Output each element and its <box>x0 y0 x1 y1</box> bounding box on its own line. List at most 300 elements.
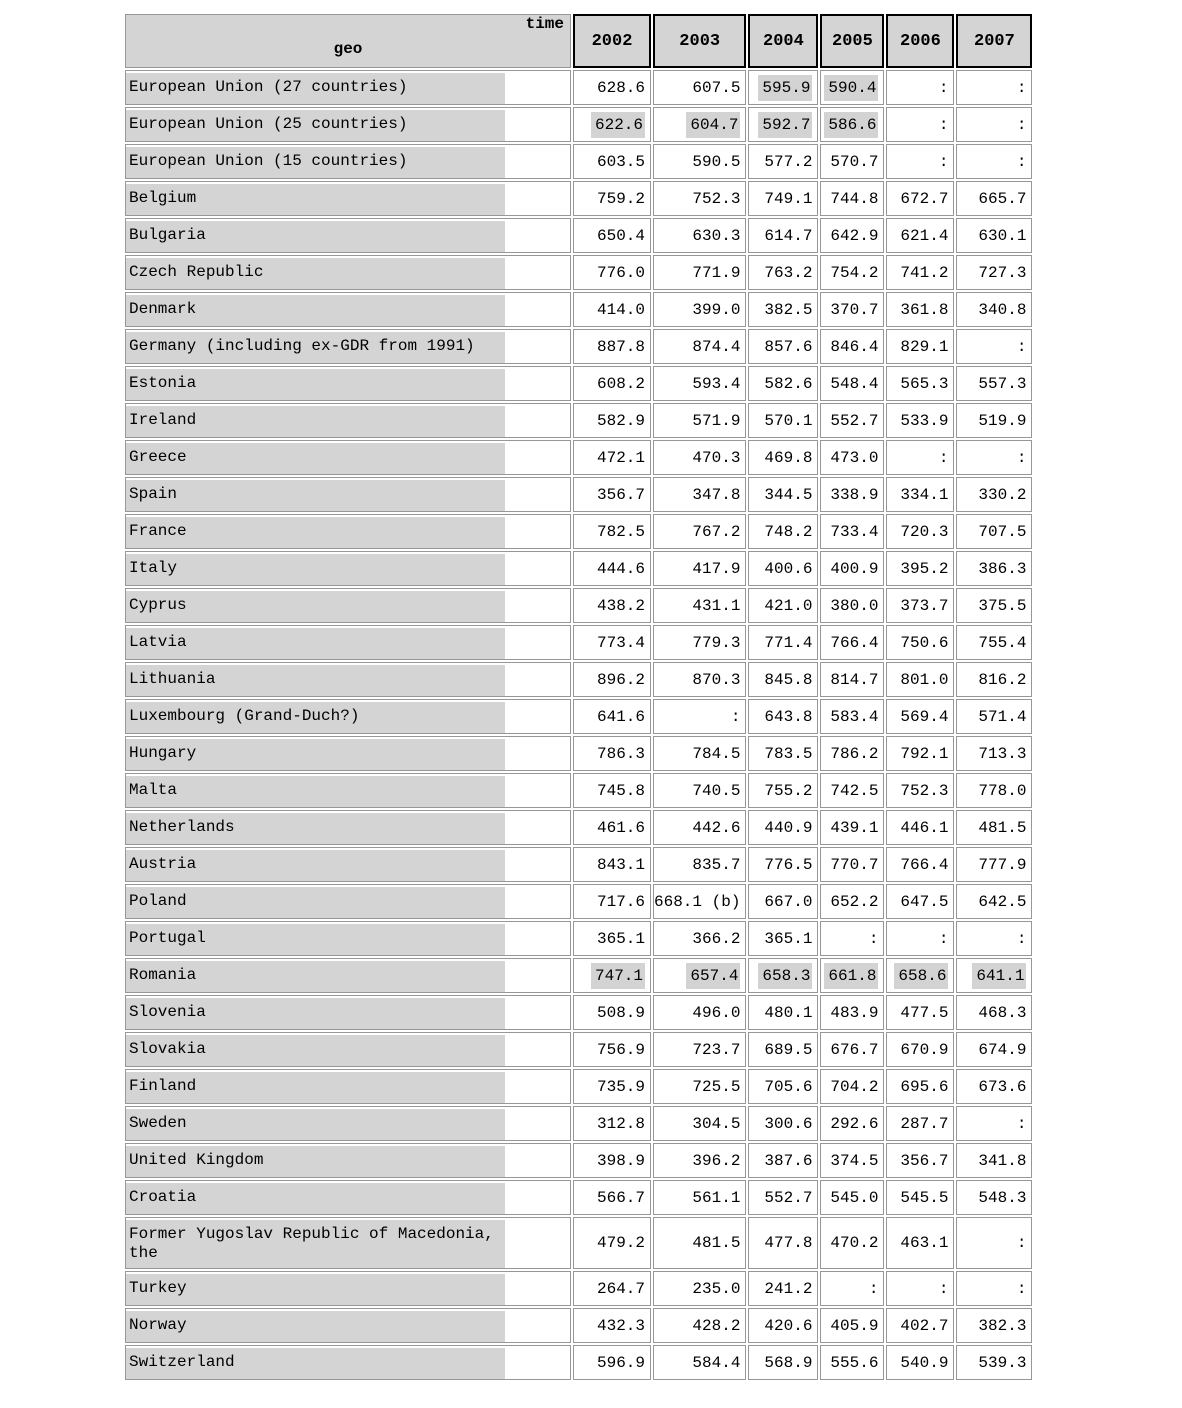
table-row <box>125 699 1032 734</box>
value-cell: 444.6 <box>573 551 651 586</box>
shaded-value: 658.3 <box>758 963 812 989</box>
geo-label: Denmark <box>126 295 505 326</box>
geo-cell <box>125 625 571 660</box>
geo-label: Slovenia <box>126 998 505 1029</box>
table-row <box>125 810 1032 845</box>
geo-cell <box>125 1217 571 1269</box>
value-cell: 374.5 <box>820 1143 884 1178</box>
value-cell: 439.1 <box>820 810 884 845</box>
geo-cell <box>125 403 571 438</box>
value-cell: 440.9 <box>748 810 818 845</box>
geo-cell <box>125 958 571 993</box>
value-cell: 552.7 <box>820 403 884 438</box>
value-cell: 676.7 <box>820 1032 884 1067</box>
shaded-value: 641.1 <box>972 963 1026 989</box>
value-cell: 695.6 <box>886 1069 954 1104</box>
table-row <box>125 477 1032 512</box>
value-cell: 373.7 <box>886 588 954 623</box>
geo-label: Switzerland <box>126 1348 505 1379</box>
table-row <box>125 662 1032 697</box>
table-row <box>125 847 1032 882</box>
table-row <box>125 588 1032 623</box>
value-cell <box>573 958 651 993</box>
table-row <box>125 255 1032 290</box>
value-cell <box>573 107 651 142</box>
value-cell: : <box>956 440 1032 475</box>
value-cell: 421.0 <box>748 588 818 623</box>
value-cell: 235.0 <box>653 1271 746 1306</box>
geo-label: European Union (27 countries) <box>126 73 505 104</box>
value-cell: 740.5 <box>653 773 746 808</box>
value-cell: 569.4 <box>886 699 954 734</box>
year-header-2003: 2003 <box>653 14 746 68</box>
value-cell: : <box>956 1271 1032 1306</box>
geo-cell <box>125 551 571 586</box>
value-cell: 763.2 <box>748 255 818 290</box>
value-cell: 887.8 <box>573 329 651 364</box>
geo-cell <box>125 218 571 253</box>
value-cell <box>886 958 954 993</box>
value-cell: 896.2 <box>573 662 651 697</box>
value-cell: 783.5 <box>748 736 818 771</box>
value-cell: 642.5 <box>956 884 1032 919</box>
value-cell: 361.8 <box>886 292 954 327</box>
value-cell: 741.2 <box>886 255 954 290</box>
value-cell: : <box>956 107 1032 142</box>
shaded-value: 592.7 <box>758 112 812 138</box>
value-cell: 382.5 <box>748 292 818 327</box>
value-cell: 705.6 <box>748 1069 818 1104</box>
value-cell: 304.5 <box>653 1106 746 1141</box>
value-cell: 461.6 <box>573 810 651 845</box>
year-header-2007: 2007 <box>956 14 1032 68</box>
value-cell: 835.7 <box>653 847 746 882</box>
value-cell: 857.6 <box>748 329 818 364</box>
geo-label: Sweden <box>126 1109 505 1140</box>
shaded-value: 657.4 <box>686 963 740 989</box>
data-table <box>123 12 1034 1382</box>
value-cell: 477.5 <box>886 995 954 1030</box>
value-cell: 334.1 <box>886 477 954 512</box>
table-row <box>125 1271 1032 1306</box>
value-cell: 241.2 <box>748 1271 818 1306</box>
geo-label: Poland <box>126 887 505 918</box>
value-cell <box>820 70 884 105</box>
value-cell: 745.8 <box>573 773 651 808</box>
value-cell: 365.1 <box>748 921 818 956</box>
value-cell: 670.9 <box>886 1032 954 1067</box>
geo-label: United Kingdom <box>126 1146 505 1177</box>
value-cell: 565.3 <box>886 366 954 401</box>
value-cell: 570.7 <box>820 144 884 179</box>
value-cell: 477.8 <box>748 1217 818 1269</box>
value-cell: : <box>820 1271 884 1306</box>
value-cell: : <box>956 70 1032 105</box>
table-row <box>125 625 1032 660</box>
value-cell: 628.6 <box>573 70 651 105</box>
value-cell: 744.8 <box>820 181 884 216</box>
value-cell: : <box>886 1271 954 1306</box>
value-cell: 428.2 <box>653 1308 746 1343</box>
geo-cell <box>125 847 571 882</box>
value-cell: 786.3 <box>573 736 651 771</box>
geo-cell <box>125 1180 571 1215</box>
value-cell: : <box>956 921 1032 956</box>
value-cell: 596.9 <box>573 1345 651 1380</box>
value-cell: 387.6 <box>748 1143 818 1178</box>
table-row <box>125 218 1032 253</box>
geo-cell <box>125 366 571 401</box>
geo-label: Latvia <box>126 628 505 659</box>
value-cell: 292.6 <box>820 1106 884 1141</box>
table-row <box>125 921 1032 956</box>
value-cell <box>748 70 818 105</box>
value-cell <box>956 958 1032 993</box>
table-row <box>125 1032 1032 1067</box>
geo-label: Slovakia <box>126 1035 505 1066</box>
geo-label: Lithuania <box>126 665 505 696</box>
value-cell: 420.6 <box>748 1308 818 1343</box>
value-cell: 621.4 <box>886 218 954 253</box>
value-cell: 548.3 <box>956 1180 1032 1215</box>
value-cell: 330.2 <box>956 477 1032 512</box>
value-cell: 755.4 <box>956 625 1032 660</box>
value-cell: 395.2 <box>886 551 954 586</box>
value-cell: 365.1 <box>573 921 651 956</box>
value-cell: 483.9 <box>820 995 884 1030</box>
table-row <box>125 403 1032 438</box>
value-cell: 312.8 <box>573 1106 651 1141</box>
value-cell: : <box>886 440 954 475</box>
shaded-value: 622.6 <box>591 112 645 138</box>
value-cell: 431.1 <box>653 588 746 623</box>
value-cell: 432.3 <box>573 1308 651 1343</box>
value-cell: 784.5 <box>653 736 746 771</box>
table-row <box>125 144 1032 179</box>
value-cell: 759.2 <box>573 181 651 216</box>
value-cell: 300.6 <box>748 1106 818 1141</box>
value-cell: 545.0 <box>820 1180 884 1215</box>
value-cell: : <box>956 329 1032 364</box>
value-cell: 766.4 <box>820 625 884 660</box>
value-cell: 473.0 <box>820 440 884 475</box>
value-cell: 773.4 <box>573 625 651 660</box>
value-cell: 540.9 <box>886 1345 954 1380</box>
shaded-value: 604.7 <box>686 112 740 138</box>
geo-cell <box>125 440 571 475</box>
value-cell: 668.1 (b) <box>653 884 746 919</box>
geo-label: Bulgaria <box>126 221 505 252</box>
geo-cell <box>125 181 571 216</box>
geo-cell <box>125 736 571 771</box>
value-cell: 755.2 <box>748 773 818 808</box>
value-cell: 356.7 <box>573 477 651 512</box>
geo-label: Croatia <box>126 1183 505 1214</box>
shaded-value: 661.8 <box>824 963 878 989</box>
value-cell: 370.7 <box>820 292 884 327</box>
value-cell: 380.0 <box>820 588 884 623</box>
geo-label: Belgium <box>126 184 505 215</box>
value-cell: 603.5 <box>573 144 651 179</box>
value-cell: 548.4 <box>820 366 884 401</box>
value-cell: 344.5 <box>748 477 818 512</box>
geo-cell <box>125 144 571 179</box>
geo-label: Estonia <box>126 369 505 400</box>
value-cell: 650.4 <box>573 218 651 253</box>
value-cell: 752.3 <box>886 773 954 808</box>
table-row <box>125 551 1032 586</box>
geo-label: Italy <box>126 554 505 585</box>
geo-label: Norway <box>126 1311 505 1342</box>
value-cell: 643.8 <box>748 699 818 734</box>
value-cell: 720.3 <box>886 514 954 549</box>
value-cell: 396.2 <box>653 1143 746 1178</box>
value-cell: 766.4 <box>886 847 954 882</box>
value-cell: 566.7 <box>573 1180 651 1215</box>
value-cell: 571.9 <box>653 403 746 438</box>
geo-cell <box>125 1271 571 1306</box>
shaded-value: 595.9 <box>758 75 812 101</box>
value-cell: 727.3 <box>956 255 1032 290</box>
value-cell: 584.4 <box>653 1345 746 1380</box>
value-cell: 647.5 <box>886 884 954 919</box>
value-cell: 735.9 <box>573 1069 651 1104</box>
value-cell: 777.9 <box>956 847 1032 882</box>
value-cell: 545.5 <box>886 1180 954 1215</box>
geo-label: Cyprus <box>126 591 505 622</box>
value-cell: 829.1 <box>886 329 954 364</box>
geo-cell <box>125 1308 571 1343</box>
value-cell: 750.6 <box>886 625 954 660</box>
value-cell: 366.2 <box>653 921 746 956</box>
value-cell: 846.4 <box>820 329 884 364</box>
value-cell: : <box>653 699 746 734</box>
value-cell: 814.7 <box>820 662 884 697</box>
value-cell: 557.3 <box>956 366 1032 401</box>
value-cell: 386.3 <box>956 551 1032 586</box>
value-cell: 816.2 <box>956 662 1032 697</box>
value-cell: 442.6 <box>653 810 746 845</box>
geo-label: France <box>126 517 505 548</box>
value-cell: 870.3 <box>653 662 746 697</box>
value-cell: : <box>886 70 954 105</box>
value-cell: 767.2 <box>653 514 746 549</box>
table-row <box>125 107 1032 142</box>
table-row <box>125 1345 1032 1380</box>
year-header-2005: 2005 <box>820 14 884 68</box>
value-cell: 792.1 <box>886 736 954 771</box>
value-cell: 748.2 <box>748 514 818 549</box>
value-cell: 607.5 <box>653 70 746 105</box>
value-cell: 472.1 <box>573 440 651 475</box>
value-cell: 752.3 <box>653 181 746 216</box>
shaded-value: 590.4 <box>824 75 878 101</box>
value-cell: 264.7 <box>573 1271 651 1306</box>
value-cell: 725.5 <box>653 1069 746 1104</box>
value-cell: 782.5 <box>573 514 651 549</box>
value-cell: 356.7 <box>886 1143 954 1178</box>
table-row <box>125 736 1032 771</box>
geo-cell <box>125 477 571 512</box>
value-cell: 555.6 <box>820 1345 884 1380</box>
value-cell: 561.1 <box>653 1180 746 1215</box>
value-cell: 481.5 <box>653 1217 746 1269</box>
value-cell: 287.7 <box>886 1106 954 1141</box>
shaded-value: 586.6 <box>824 112 878 138</box>
value-cell: 571.4 <box>956 699 1032 734</box>
value-cell: 630.3 <box>653 218 746 253</box>
geo-label: Hungary <box>126 739 505 770</box>
geo-cell <box>125 773 571 808</box>
table-row <box>125 1217 1032 1269</box>
value-cell: 641.6 <box>573 699 651 734</box>
value-cell: : <box>956 1106 1032 1141</box>
value-cell: 652.2 <box>820 884 884 919</box>
value-cell: 400.6 <box>748 551 818 586</box>
table-row <box>125 884 1032 919</box>
geo-label: Austria <box>126 850 505 881</box>
value-cell: 479.2 <box>573 1217 651 1269</box>
value-cell: : <box>956 1217 1032 1269</box>
value-cell: 577.2 <box>748 144 818 179</box>
value-cell: 667.0 <box>748 884 818 919</box>
value-cell: 673.6 <box>956 1069 1032 1104</box>
geo-label: Czech Republic <box>126 258 505 289</box>
value-cell: 570.1 <box>748 403 818 438</box>
value-cell <box>820 107 884 142</box>
value-cell: 552.7 <box>748 1180 818 1215</box>
value-cell: 707.5 <box>956 514 1032 549</box>
geo-label: Spain <box>126 480 505 511</box>
value-cell: : <box>886 107 954 142</box>
value-cell: 642.9 <box>820 218 884 253</box>
value-cell: 742.5 <box>820 773 884 808</box>
value-cell: 630.1 <box>956 218 1032 253</box>
value-cell: : <box>886 921 954 956</box>
year-header-2004: 2004 <box>748 14 818 68</box>
value-cell: 674.9 <box>956 1032 1032 1067</box>
value-cell: 771.4 <box>748 625 818 660</box>
value-cell: 338.9 <box>820 477 884 512</box>
table-row <box>125 292 1032 327</box>
corner-header-cell <box>125 14 571 68</box>
value-cell: 843.1 <box>573 847 651 882</box>
value-cell: 608.2 <box>573 366 651 401</box>
value-cell: 771.9 <box>653 255 746 290</box>
value-cell: 469.8 <box>748 440 818 475</box>
geo-label: Romania <box>126 961 505 992</box>
shaded-value: 747.1 <box>591 963 645 989</box>
value-cell: 713.3 <box>956 736 1032 771</box>
table-row <box>125 181 1032 216</box>
table-row <box>125 1180 1032 1215</box>
value-cell: 539.3 <box>956 1345 1032 1380</box>
geo-cell <box>125 588 571 623</box>
geo-label: Portugal <box>126 924 505 955</box>
geo-cell <box>125 921 571 956</box>
value-cell: 779.3 <box>653 625 746 660</box>
shaded-value: 658.6 <box>894 963 948 989</box>
value-cell: 399.0 <box>653 292 746 327</box>
value-cell: 402.7 <box>886 1308 954 1343</box>
header-row <box>125 14 1032 68</box>
table-row <box>125 773 1032 808</box>
value-cell: 446.1 <box>886 810 954 845</box>
table-row <box>125 366 1032 401</box>
value-cell <box>748 107 818 142</box>
value-cell: 496.0 <box>653 995 746 1030</box>
geo-cell <box>125 1345 571 1380</box>
table-row <box>125 70 1032 105</box>
value-cell: 438.2 <box>573 588 651 623</box>
geo-label: Netherlands <box>126 813 505 844</box>
geo-label: European Union (15 countries) <box>126 147 505 178</box>
value-cell: 704.2 <box>820 1069 884 1104</box>
table-row <box>125 329 1032 364</box>
value-cell: 689.5 <box>748 1032 818 1067</box>
value-cell: 405.9 <box>820 1308 884 1343</box>
table-row <box>125 440 1032 475</box>
geo-cell <box>125 810 571 845</box>
geo-cell <box>125 884 571 919</box>
table-row <box>125 1143 1032 1178</box>
geo-cell <box>125 662 571 697</box>
geo-label: Finland <box>126 1072 505 1103</box>
geo-label: Malta <box>126 776 505 807</box>
value-cell: 508.9 <box>573 995 651 1030</box>
value-cell: 417.9 <box>653 551 746 586</box>
value-cell: 756.9 <box>573 1032 651 1067</box>
value-cell: 398.9 <box>573 1143 651 1178</box>
value-cell: 776.5 <box>748 847 818 882</box>
value-cell: 874.4 <box>653 329 746 364</box>
geo-label: Germany (including ex-GDR from 1991) <box>126 332 505 363</box>
value-cell: 463.1 <box>886 1217 954 1269</box>
geo-cell <box>125 1143 571 1178</box>
value-cell: 480.1 <box>748 995 818 1030</box>
value-cell: 470.2 <box>820 1217 884 1269</box>
geo-label: Luxembourg (Grand-Duch?) <box>126 702 505 733</box>
geo-dimension-label: geo <box>333 40 363 58</box>
value-cell: 533.9 <box>886 403 954 438</box>
geo-cell <box>125 1032 571 1067</box>
value-cell: 672.7 <box>886 181 954 216</box>
geo-cell <box>125 329 571 364</box>
value-cell: 400.9 <box>820 551 884 586</box>
table-row <box>125 958 1032 993</box>
geo-cell <box>125 70 571 105</box>
geo-cell <box>125 1069 571 1104</box>
value-cell: 347.8 <box>653 477 746 512</box>
value-cell: 778.0 <box>956 773 1032 808</box>
value-cell: : <box>820 921 884 956</box>
value-cell: 375.5 <box>956 588 1032 623</box>
value-cell: 382.3 <box>956 1308 1032 1343</box>
value-cell <box>820 958 884 993</box>
time-dimension-label: time <box>525 15 564 33</box>
value-cell: 481.5 <box>956 810 1032 845</box>
value-cell: 754.2 <box>820 255 884 290</box>
geo-cell <box>125 292 571 327</box>
value-cell: 582.6 <box>748 366 818 401</box>
value-cell: 414.0 <box>573 292 651 327</box>
value-cell <box>748 958 818 993</box>
value-cell: 590.5 <box>653 144 746 179</box>
value-cell <box>653 958 746 993</box>
value-cell: 786.2 <box>820 736 884 771</box>
table-row <box>125 514 1032 549</box>
geo-label: Ireland <box>126 406 505 437</box>
